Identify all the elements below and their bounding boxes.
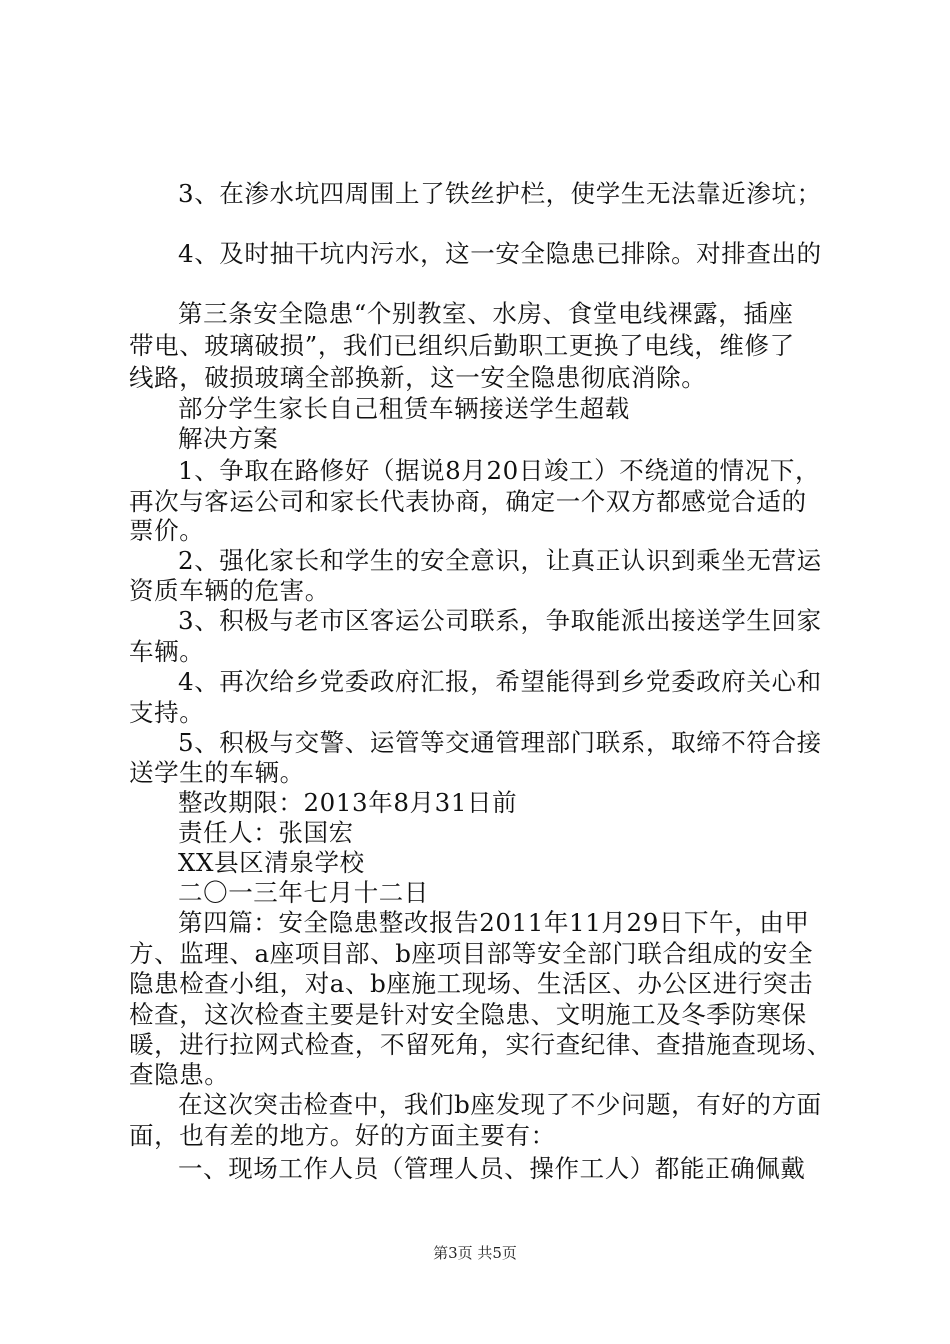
paragraph-line: 资质车辆的危害。 xyxy=(129,576,330,605)
paragraph-line: 4、及时抽干坑内污水，这一安全隐患已排除。对排查出的 xyxy=(178,239,822,268)
paragraph-line: 送学生的车辆。 xyxy=(129,758,305,787)
paragraph-line: 整改期限：2013年8月31日前 xyxy=(178,788,518,817)
paragraph-line: 票价。 xyxy=(129,516,205,545)
paragraph-line: 第三条安全隐患“个别教室、水房、食堂电线裸露，插座 xyxy=(178,299,794,328)
paragraph-line: 隐患检查小组，对a、b座施工现场、生活区、办公区进行突击 xyxy=(129,969,814,998)
paragraph-line: 面，也有差的地方。好的方面主要有： xyxy=(129,1121,556,1150)
paragraph-line: 二〇一三年七月十二日 xyxy=(178,878,429,907)
paragraph-line: 责任人：张国宏 xyxy=(178,818,354,847)
paragraph-line: 再次与客运公司和家长代表协商，确定一个双方都感觉合适的 xyxy=(129,487,807,516)
paragraph-line: 带电、玻璃破损”，我们已组织后勤职工更换了电线，维修了 xyxy=(129,331,795,360)
paragraph-line: 3、在渗水坑四周围上了铁丝护栏，使学生无法靠近渗坑； xyxy=(178,179,822,208)
paragraph-line: 部分学生家长自己租赁车辆接送学生超载 xyxy=(178,394,630,423)
paragraph-line: 车辆。 xyxy=(129,637,205,666)
paragraph-line: 第四篇：安全隐患整改报告2011年11月29日下午，由甲 xyxy=(178,908,810,937)
paragraph-line: 1、争取在路修好（据说8月20日竣工）不绕道的情况下， xyxy=(178,456,821,485)
paragraph-line: 方、监理、a座项目部、b座项目部等安全部门联合组成的安全 xyxy=(129,939,814,968)
paragraph-line: 线路，破损玻璃全部换新，这一安全隐患彻底消除。 xyxy=(129,363,707,392)
paragraph-line: 4、再次给乡党委政府汇报，希望能得到乡党委政府关心和 xyxy=(178,667,822,696)
paragraph-line: 2、强化家长和学生的安全意识，让真正认识到乘坐无营运 xyxy=(178,546,822,575)
page-footer: 第3页 共5页 xyxy=(433,1244,517,1262)
paragraph-line: 在这次突击检查中，我们b座发现了不少问题，有好的方面 xyxy=(178,1090,822,1119)
paragraph-line: 5、积极与交警、运管等交通管理部门联系，取缔不符合接 xyxy=(178,728,822,757)
paragraph-line: 暖，进行拉网式检查，不留死角，实行查纪律、查措施查现场、 xyxy=(129,1030,832,1059)
paragraph-line: 检查，这次检查主要是针对安全隐患、文明施工及冬季防寒保 xyxy=(129,1000,807,1029)
paragraph-line: 查隐患。 xyxy=(129,1060,230,1089)
paragraph-line: 一、现场工作人员（管理人员、操作工人）都能正确佩戴 xyxy=(178,1154,806,1183)
paragraph-line: 支持。 xyxy=(129,698,205,727)
paragraph-line: XX县区清泉学校 xyxy=(178,848,365,877)
paragraph-line: 3、积极与老市区客运公司联系，争取能派出接送学生回家 xyxy=(178,606,822,635)
paragraph-line: 解决方案 xyxy=(178,424,279,453)
